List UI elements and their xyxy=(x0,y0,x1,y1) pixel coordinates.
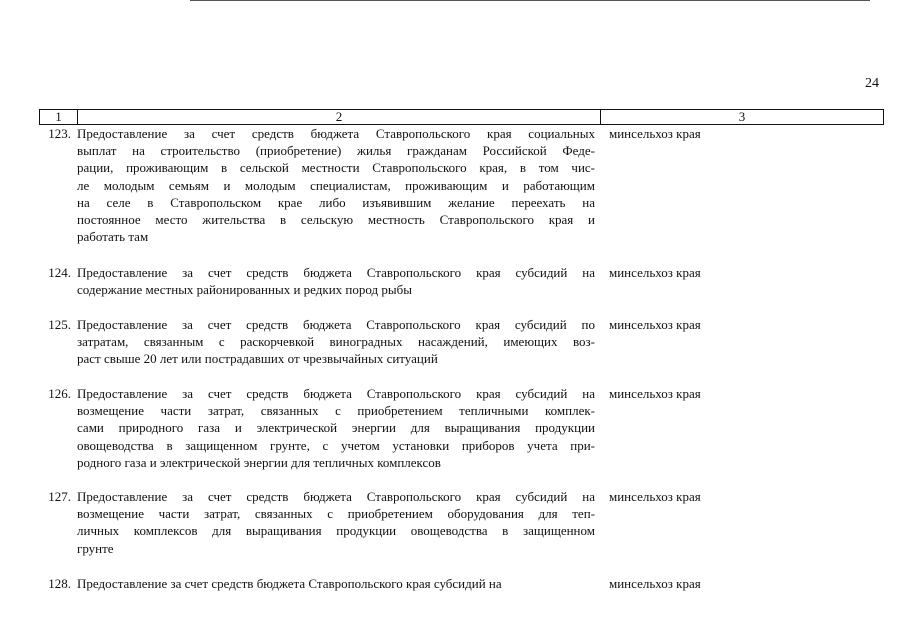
row-description xyxy=(77,488,595,557)
description-line: грунте xyxy=(77,540,114,556)
description-line: раст свыше 20 лет или пострадавших от чрезвычайных ситуаций xyxy=(77,351,438,367)
description-line: работать там xyxy=(77,229,149,245)
description-line: содержание местных районированных и редких пород рыбы xyxy=(77,282,412,298)
description-line: Предоставление за счет средств бюджета Ставропольского края субсидий по xyxy=(77,317,595,332)
table-row xyxy=(39,264,884,298)
description-line: Предоставление за счет средств бюджета Ставропольского края субсидий на xyxy=(77,576,502,591)
description-line: на селе в Ставропольском крае либо изъявившим желание переехать на xyxy=(77,194,595,210)
description-line: овощеводства в защищенном грунте, с учетом установки приборов учета при- xyxy=(77,437,595,453)
description-line: ле молодым семьям и молодым специалистам, проживающим и работающим xyxy=(77,177,595,193)
description-line: сами природного газа и электрической энергии для выращивания продукции xyxy=(77,420,595,436)
description-line: Предоставление за счет средств бюджета Ставропольского края социальных xyxy=(77,126,595,141)
description-line: возмещение части затрат, связанных с приобретением тепличными комплек- xyxy=(77,403,595,419)
description-line: Предоставление за счет средств бюджета Ставропольского края субсидий на xyxy=(77,489,595,504)
row-executor: минсельхоз края xyxy=(609,317,701,332)
table-header-col3: 3 xyxy=(738,109,746,124)
row-number: 127. xyxy=(48,489,71,504)
row-description xyxy=(77,385,595,471)
description-line: затратам, связанным с раскорчевкой виноградных насаждений, имеющих воз- xyxy=(77,334,595,350)
row-number: 126. xyxy=(48,386,71,401)
table-header-col2: 2 xyxy=(78,110,601,124)
table-row xyxy=(39,575,884,592)
table-header-row xyxy=(39,109,884,125)
row-number: 125. xyxy=(48,317,71,332)
table-row xyxy=(39,385,884,471)
description-line: рации, проживающим в сельской местности Ставропольского края, в том чис- xyxy=(77,160,595,176)
row-executor: минсельхоз края xyxy=(609,126,701,141)
description-line: постоянное место жительства в сельскую местность Ставропольского края и xyxy=(77,212,595,228)
row-number: 123. xyxy=(48,126,71,141)
description-line: выплат на строительство (приобретение) жилья гражданам Российской Феде- xyxy=(77,143,595,159)
description-line: личных комплексов для выращивания продукции овощеводства в защищенном xyxy=(77,523,595,539)
row-number: 124. xyxy=(48,265,71,280)
table-row xyxy=(39,488,884,557)
row-description xyxy=(77,264,595,298)
row-description xyxy=(77,125,595,245)
row-number: 128. xyxy=(48,576,71,591)
row-executor: минсельхоз края xyxy=(609,576,701,591)
row-executor: минсельхоз края xyxy=(609,265,701,280)
row-description xyxy=(77,575,595,592)
row-description xyxy=(77,316,595,368)
page-number: 24 xyxy=(865,76,879,91)
table-row xyxy=(39,125,884,245)
row-executor: минсельхоз края xyxy=(609,489,701,504)
page-top-rule xyxy=(190,0,870,1)
table-row xyxy=(39,316,884,368)
description-line: возмещение части затрат, связанных с приобретением оборудования для теп- xyxy=(77,506,595,522)
row-executor: минсельхоз края xyxy=(609,386,701,401)
description-line: родного газа и электрической энергии для тепличных комплексов xyxy=(77,454,441,470)
table-header-col1: 1 xyxy=(40,110,78,124)
description-line: Предоставление за счет средств бюджета Ставропольского края субсидий на xyxy=(77,265,595,280)
description-line: Предоставление за счет средств бюджета Ставропольского края субсидий на xyxy=(77,386,595,401)
